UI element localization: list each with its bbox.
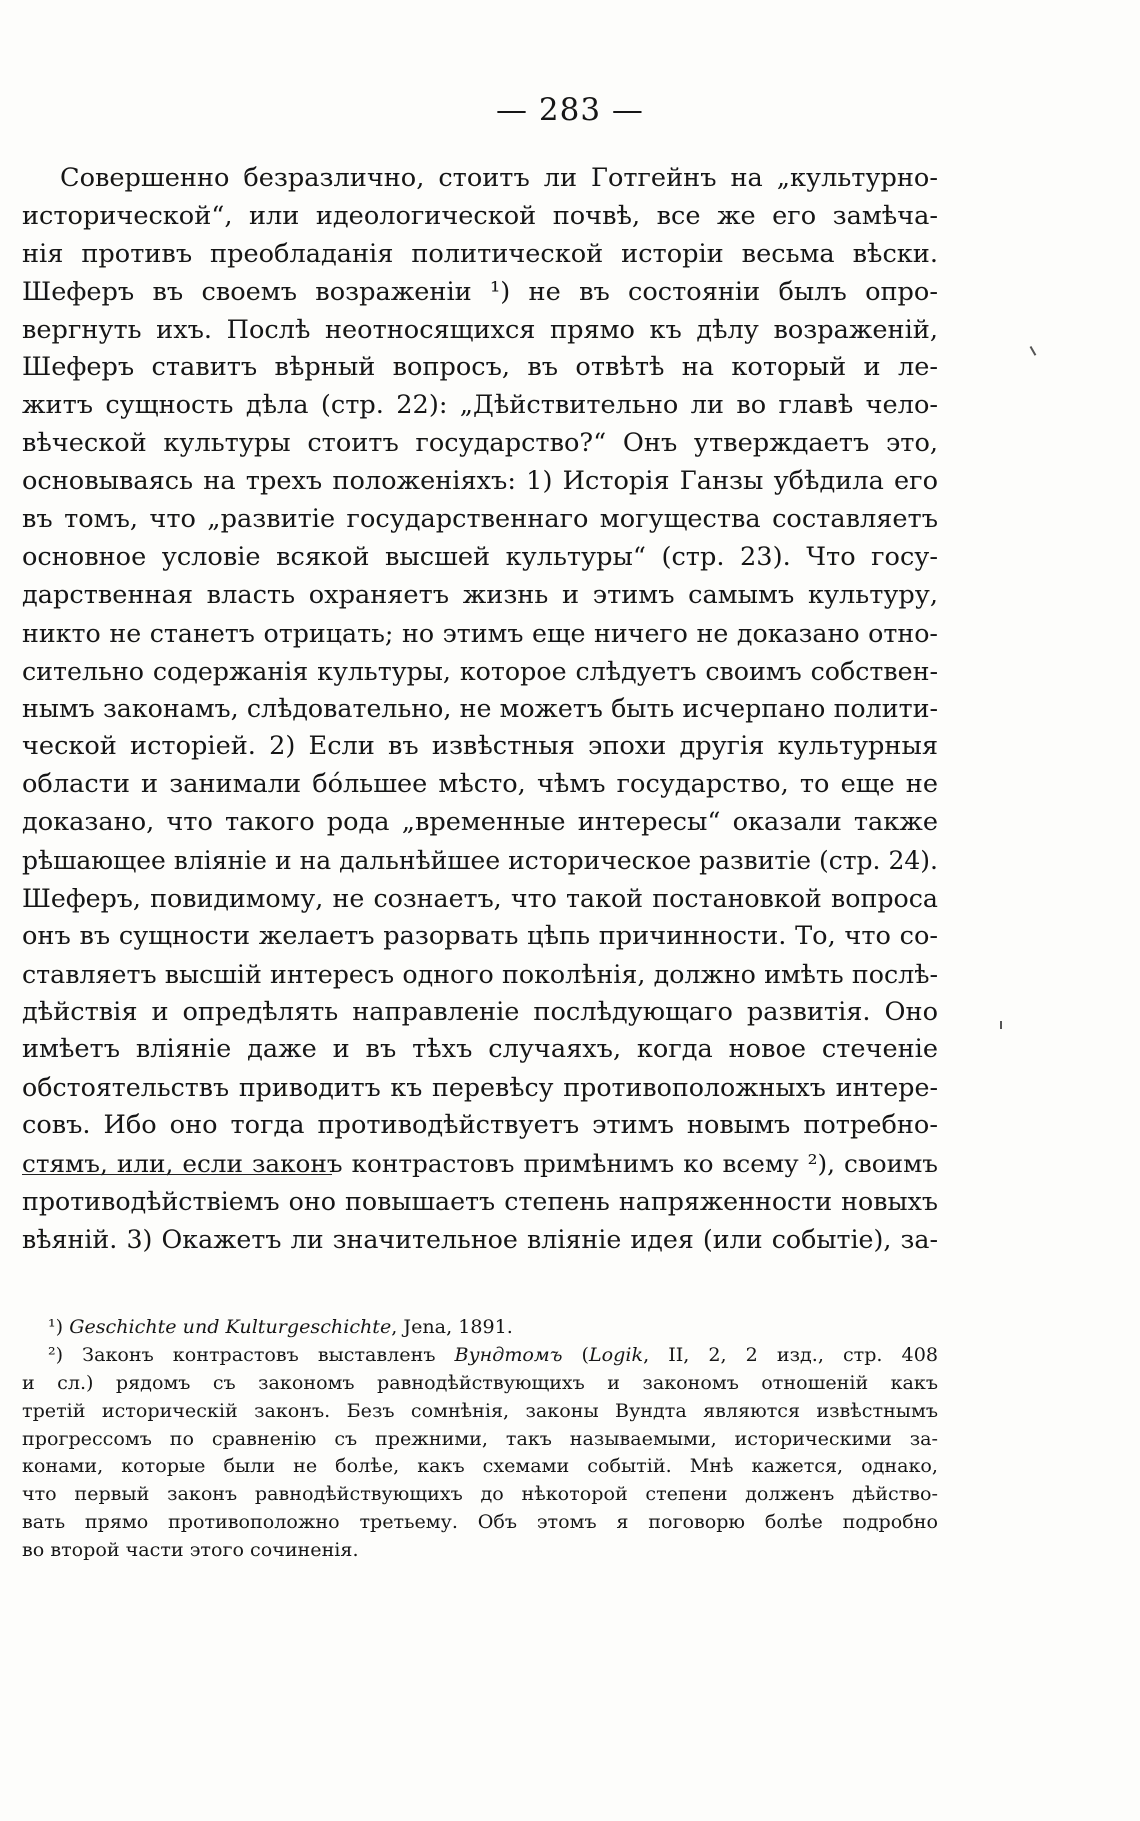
footnote-2-line [22, 1341, 938, 1369]
footnote-author: Вундтомъ [454, 1342, 563, 1366]
footnote-2-line: третій историческій законъ. Безъ сомнѣнія, законы Вундта являются извѣстнымъ [22, 1398, 938, 1422]
text-line: рѣшающее вліяніе и на дальнѣйшее историческое развитіе (стр. 24). [22, 846, 938, 876]
text-line: никто не станетъ отрицать; но этимъ еще ничего не доказано отно- [22, 618, 938, 648]
text-line: онъ въ сущности желаетъ разорвать цѣпь причинности. То, что со- [22, 920, 938, 951]
text-line: Совершенно безразлично, стоитъ ли Готгейнъ на „культурно- [60, 163, 938, 193]
footnote-work-title: Geschichte und Kulturgeschichte [69, 1315, 392, 1338]
text-line: основное условіе всякой высшей культуры“ (стр. 23). Что госу- [22, 541, 938, 572]
text-line: житъ сущность дѣла (стр. 22): „Дѣйствительно ли во главѣ чело- [22, 390, 938, 421]
footnote-text: ( [562, 1342, 589, 1366]
text-line: противодѣйствіемъ оно повышаетъ степень напряженности новыхъ [22, 1187, 938, 1217]
footnote-2-line: во второй части этого сочиненія. [22, 1538, 359, 1562]
text-line: въ томъ, что „развитіе государственнаго могущества составляетъ [22, 504, 938, 535]
footnotes [22, 1313, 938, 1564]
footnote-2-line: и сл.) рядомъ съ закономъ равнодѣйствующихъ и закономъ отношеній какъ [22, 1370, 938, 1394]
text-line: совъ. Ибо оно тогда противодѣйствуетъ этимъ новымъ потребно- [22, 1110, 938, 1141]
footnote-2-line: конами, которые были не болѣе, какъ схемами событій. Мнѣ кажется, однако, [22, 1454, 938, 1478]
footnote-marker: ¹) [48, 1315, 64, 1338]
text-line: доказано, что такого рода „временные интересы“ оказали также [22, 807, 938, 838]
text-line: обстоятельствъ приводитъ къ перевѣсу противоположныхъ интере- [22, 1073, 938, 1103]
page-number: — 283 — [496, 92, 644, 128]
footnote-text: , Jena, 1891. [391, 1315, 513, 1338]
footnote-2-line: что первый законъ равнодѣйствующихъ до нѣкоторой степени долженъ дѣйство- [22, 1482, 938, 1506]
footnote-marker: ²) [48, 1342, 64, 1366]
text-line: нія противъ преобладанія политической исторіи весьма вѣски. [22, 238, 938, 269]
text-line: дарственная власть охраняетъ жизнь и этимъ самымъ культуру, [22, 579, 938, 610]
footnote-2-line: вать прямо противоположно третьему. Объ этомъ я поговорю болѣе подробно [22, 1510, 938, 1534]
text-line: дѣйствія и опредѣлять направленіе послѣдующаго развитія. Оно [22, 996, 938, 1027]
text-line: вергнуть ихъ. Послѣ неотносящихся прямо къ дѣлу возраженій, [22, 314, 938, 345]
text-line: вѣяній. 3) Окажетъ ли значительное вліяніе идея (или событіе), за- [22, 1224, 938, 1254]
footnote-text: , II, 2, 2 изд., стр. 408 [643, 1342, 938, 1366]
footnote-divider [22, 1174, 332, 1175]
footnote-1 [22, 1313, 938, 1341]
text-line: сительно содержанія культуры, которое слѣдуетъ своимъ собствен- [22, 656, 938, 686]
text-line: Шеферъ въ своемъ возраженіи ¹) не въ состояніи былъ опро- [22, 276, 938, 307]
text-line: вѣческой культуры стоитъ государство?“ Онъ утверждаетъ это, [22, 428, 938, 459]
scan-speck [1000, 1021, 1002, 1029]
text-line: ставляетъ высшій интересъ одного поколѣнія, должно имѣть послѣ- [22, 959, 938, 989]
text-line: имѣетъ вліяніе даже и въ тѣхъ случаяхъ, когда новое стеченіе [22, 1034, 938, 1065]
scan-speck [1030, 346, 1036, 355]
footnote-2-line: прогрессомъ по сравненію съ прежними, такъ называемыми, историческими за- [22, 1426, 938, 1450]
text-line: стямъ, или, если законъ контрастовъ примѣнимъ ко всему ²), своимъ [22, 1149, 938, 1179]
text-line: области и занимали бóльшее мѣсто, чѣмъ государство, то еще не [22, 769, 938, 800]
text-line: исторической“, или идеологической почвѣ, все же его замѣча- [22, 200, 938, 231]
text-line: ческой исторіей. 2) Если въ извѣстныя эпохи другія культурныя [22, 731, 938, 762]
main-text [22, 160, 938, 1259]
footnote-text: Законъ контрастовъ выставленъ [82, 1342, 455, 1366]
text-line: Шеферъ, повидимому, не сознаетъ, что такой постановкой вопроса [22, 883, 938, 913]
footnote-work-title: Logik [589, 1342, 644, 1366]
text-line: основываясь на трехъ положеніяхъ: 1) Исторія Ганзы убѣдила его [22, 466, 938, 497]
text-line: нымъ законамъ, слѣдовательно, не можетъ быть исчерпано полити- [22, 694, 938, 724]
text-line: Шеферъ ставитъ вѣрный вопросъ, въ отвѣтѣ на который и ле- [22, 352, 938, 383]
